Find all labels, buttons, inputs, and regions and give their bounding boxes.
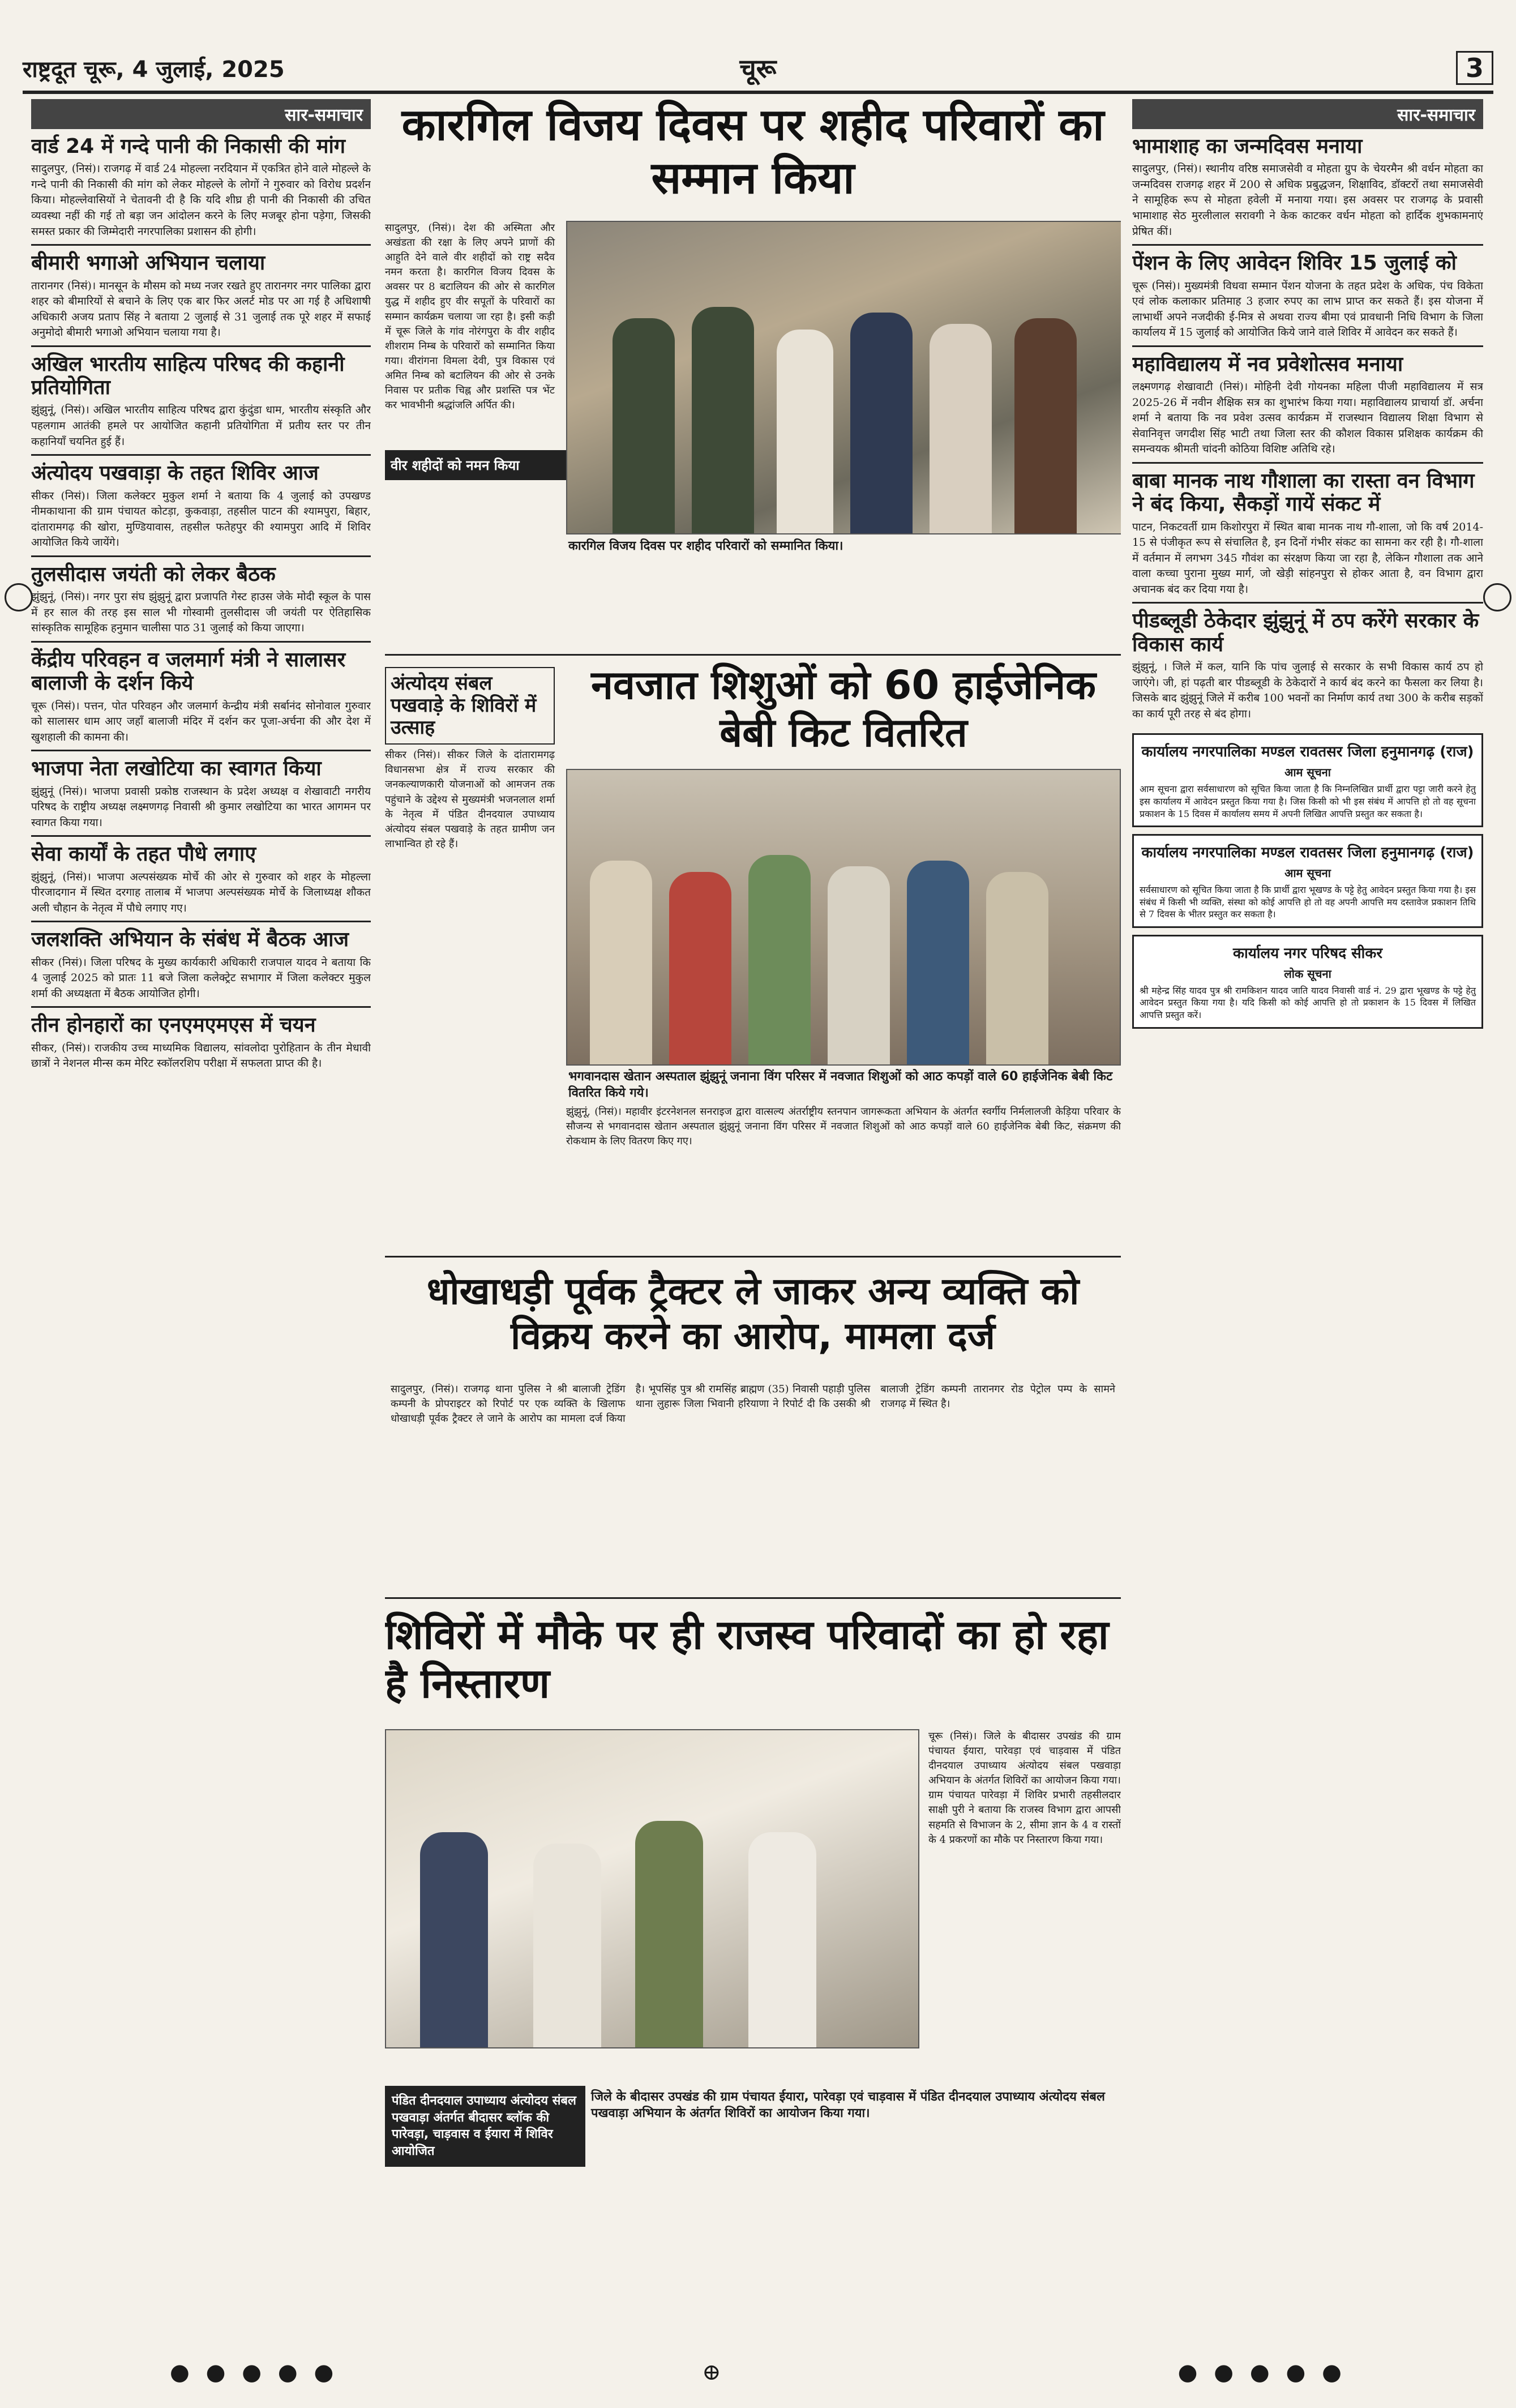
public-notice bbox=[1132, 935, 1483, 1029]
news-body: लक्ष्मणगढ़ शेखावाटी (निसं)। मोहिनी देवी गोयनका महिला पीजी महाविद्यालय में सत्र 2025-26 में नवीन शैक्षिक सत्र का शुभारंभ किया गया। महाविद्यालय प्राचार्या डॉ. अर्चना शर्मा ने बताया कि नव प्रवेश उत्सव कार्यक्रम में राजस्थान विद्यालय शिक्षा विभाग से सेवानिवृत्त जगदीश सिंह भाटी तथा जिला स्तर की कौशल विकास प्रशिक्षक कार्यक्रम की समन्वयक श्रीमती चांदनी कोठिया विशिष्ट अतिथि रहे। bbox=[1132, 380, 1483, 456]
divider bbox=[1132, 462, 1483, 464]
news-headline: पीडब्लूडी ठेकेदार झुंझुनूं में ठप करेंगे सरकार के विकास कार्य bbox=[1132, 609, 1479, 656]
story-block-two bbox=[385, 656, 1121, 1258]
right-news-column bbox=[1132, 99, 1483, 2336]
tractor-story bbox=[385, 1258, 1121, 1599]
news-item bbox=[1132, 353, 1483, 457]
news-item bbox=[31, 353, 371, 450]
page-number: 3 bbox=[1456, 51, 1493, 85]
news-item bbox=[1132, 609, 1483, 722]
news-body: तारानगर (निसं)। मानसून के मौसम को मध्य नजर रखते हुए तारानगर नगर पालिका द्वारा शहर को बीमारियों से बचाने के लिए एक बार फिर अलर्ट मोड पर आ गई है अधिशाषी अधिकारी अजय प्रताप सिंह ने बताया 2 जुलाई से 31 जुलाई तक पूरे शहर में सफाई अनुमोदो बीमारी भगाओ अभियान चलाया गया है। bbox=[31, 279, 371, 339]
news-item bbox=[31, 648, 371, 745]
notice-title: कार्यालय नगरपालिका मण्डल रावतसर जिला हनुमानगढ़ (राज) bbox=[1141, 743, 1474, 761]
divider bbox=[31, 921, 371, 922]
kargil-photo bbox=[566, 221, 1121, 534]
masthead-dateline: राष्ट्रदूत चूरू, 4 जुलाई, 2025 bbox=[23, 56, 285, 83]
news-body: झुंझुनूं, (निसं)। अखिल भारतीय साहित्य परिषद द्वारा कुंदुंडा धाम, भारतीय संस्कृति और पहलगाम आतंकी हमले पर आयोजित कहानी प्रतियोगिता में प्रतीय स्तर पर तीन कहानियाँ चयनित हुई हैं। bbox=[31, 404, 371, 448]
divider bbox=[31, 1006, 371, 1008]
news-headline: भामाशाह का जन्मदिवस मनाया bbox=[1132, 135, 1363, 158]
baby-kit-photo bbox=[566, 769, 1121, 1066]
revenue-caption: जिले के बीदासर उपखंड की ग्राम पंचायत ईयारा, पारेवड़ा एवं चाड़वास में पंडित दीनदयाल उपाध्याय अंत्योदय संबल पखवाड़ा अभियान के अंतर्गत शिविरों का आयोजन किया गया। bbox=[591, 2090, 1105, 2120]
section-tag: सार-समाचार bbox=[31, 99, 371, 129]
news-headline: बाबा मानक नाथ गौशाला का रास्ता वन विभाग ने बंद किया, सैकड़ों गायें संकट में bbox=[1132, 469, 1475, 516]
news-item bbox=[31, 928, 371, 1002]
notice-title: कार्यालय नगर परिषद सीकर bbox=[1233, 944, 1382, 962]
news-body: झुंझुनूं, (निसं)। भाजपा अल्पसंख्यक मोर्चे की ओर से गुरुवार को शहर के मोहल्ला पीरजादगान में स्थित दरगाह तालाब में भाजपा अल्पसंख्यक मोर्चे के जिलाध्यक्ष शौकत अली चौहान के नेतृत्व में पौधे लगाए गए। bbox=[31, 870, 371, 914]
notice-subtitle: लोक सूचना bbox=[1284, 966, 1331, 981]
news-item bbox=[1132, 251, 1483, 341]
antyodaya-story bbox=[385, 661, 555, 856]
revenue-photo bbox=[385, 1729, 919, 2048]
notice-title: कार्यालय नगरपालिका मण्डल रावतसर जिला हनुमानगढ़ (राज) bbox=[1141, 844, 1474, 862]
news-headline: वार्ड 24 में गन्दे पानी की निकासी की मांग bbox=[31, 135, 346, 158]
news-body: चूरू (निसं)। मुख्यमंत्री विधवा सम्मान पेंशन योजना के तहत प्रदेश के अधिक, पंच विकेता एवं लोक कलाकार प्रतिमाह 3 हजार रुपए का लाभ प्राप्त कर सकते हैं। इस योजना में लाभार्थी अपने नजदीकी ई-मित्र से अथवा राज्य बीमा एवं प्रावधानी निधि विभाग के जिला कार्यालय में 15 जुलाई को आयोजित किये जाने वाले शिविर में आवेदन कर सकते हैं। bbox=[1132, 279, 1483, 339]
news-item bbox=[1132, 469, 1483, 598]
lead-story bbox=[385, 99, 1121, 656]
news-item bbox=[1132, 135, 1483, 239]
divider bbox=[31, 641, 371, 643]
lead-photo-caption: कारगिल विजय दिवस पर शहीद परिवारों को सम्मानित किया। bbox=[568, 539, 843, 553]
divider bbox=[31, 750, 371, 751]
news-headline: अखिल भारतीय साहित्य परिषद की कहानी प्रतियोगिता bbox=[31, 352, 345, 400]
news-headline: सेवा कार्यों के तहत पौधे लगाए bbox=[31, 842, 256, 866]
news-item bbox=[31, 1013, 371, 1071]
news-headline: तीन होनहारों का एनएमएमएस में चयन bbox=[31, 1013, 316, 1037]
lead-headline: कारगिल विजय दिवस पर शहीद परिवारों का सम्मान किया bbox=[401, 100, 1104, 204]
tractor-headline: धोखाधड़ी पूर्वक ट्रैक्टर ले जाकर अन्य व्यक्ति को विक्रय करने का आरोप, मामला दर्ज bbox=[426, 1269, 1080, 1358]
notice-subtitle: आम सूचना bbox=[1284, 765, 1331, 780]
news-headline: भाजपा नेता लखोटिया का स्वागत किया bbox=[31, 757, 322, 781]
divider bbox=[31, 454, 371, 456]
news-headline: महाविद्यालय में नव प्रवेशोत्सव मनाया bbox=[1132, 352, 1403, 376]
revenue-body: चूरू (निसं)। जिले के बीदासर उपखंड की ग्राम पंचायत ईयारा, पारेवड़ा एवं चाड़वास में पंडित दीनदयाल उपाध्याय अंत्योदय संबल पखवाड़ा अभियान के अंतर्गत शिविरों का आयोजन किया गया। ग्राम पंचायत पारेवड़ा में शिविर प्रभारी तहसीलदार साक्षी पुरी ने बताया कि राजस्व विभाग द्वारा आपसी सहमति से विभाजन के 2, सीमा ज्ञान के 4 व रास्तों के 4 प्रकरणों का मौके पर निस्तारण किया गया। bbox=[928, 1730, 1121, 1846]
notices-section bbox=[1132, 733, 1483, 1028]
baby-kit-headline: नवजात शिशुओं को 60 हाईजेनिक बेबी किट वितरित bbox=[591, 662, 1096, 756]
baby-kit-caption: भगवानदास खेतान अस्पताल झुंझुनूं जनाना विंग परिसर में नवजात शिशुओं को आठ कपड़ों वाले 60 हाईजेनिक बेबी किट वितरित किये गये। bbox=[568, 1070, 1113, 1100]
lead-highlight-box: वीर शहीदों को नमन किया bbox=[385, 450, 566, 480]
public-notice bbox=[1132, 733, 1483, 827]
news-headline: तुलसीदास जयंती को लेकर बैठक bbox=[31, 562, 276, 586]
revenue-story bbox=[385, 1599, 1121, 2324]
divider bbox=[31, 244, 371, 246]
news-body: सीकर, (निसं)। राजकीय उच्च माध्यमिक विद्यालय, सांवलोदा पुरोहितान के तीन मेधावी छात्रों ने नेशनल मीन्स कम मेरिट स्कॉलरशिप परीक्षा में सफलता प्राप्त की है। bbox=[31, 1041, 371, 1070]
left-news-column bbox=[31, 99, 371, 2336]
revenue-headline: शिविरों में मौके पर ही राजस्व परिवादों का हो रहा है निस्तारण bbox=[385, 1611, 1109, 1708]
divider bbox=[1132, 345, 1483, 347]
news-headline: पेंशन के लिए आवेदन शिविर 15 जुलाई को bbox=[1132, 251, 1457, 275]
divider bbox=[31, 835, 371, 837]
news-headline: केंद्रीय परिवहन व जलमार्ग मंत्री ने सालासर बालाजी के दर्शन किये bbox=[31, 648, 346, 695]
notice-body: सर्वसाधारण को सूचित किया जाता है कि प्रार्थी द्वारा भूखण्ड के पट्टे हेतु आवेदन प्रस्तुत किया गया है। इस संबंध में किसी भी व्यक्ति, संस्था को कोई आपत्ति हो तो वह अपनी आपत्ति मय दस्तावेज प्रकाशन तिथि से 7 दिवस के भीतर प्रस्तुत कर सकता है। bbox=[1140, 884, 1476, 920]
divider bbox=[1132, 602, 1483, 604]
divider bbox=[1132, 244, 1483, 246]
baby-kit-body: झुंझुनूं, (निसं)। महावीर इंटरनेशनल सनराइज द्वारा वात्सल्य अंतर्राष्ट्रीय स्तनपान जागरूकता अभियान के अंतर्गत स्वर्गीय निर्मलालजी केड़िया परिवार के सौजन्य से भगवानदास खेतान अस्पताल झुंझुनूं जनाना विंग परिसर में नवजात शिशुओं को आठ कपड़ों वाले 60 हाईजेनिक बेबी किट, संक्रमण की रोकथाम के लिए वितरण किए गए। bbox=[566, 1106, 1121, 1148]
registration-dots-icon: ⊕ bbox=[702, 2359, 726, 2385]
news-body: झुंझुनूं (निसं)। भाजपा प्रवासी प्रकोष्ठ राजस्थान के प्रदेश अध्यक्ष व शेखावाटी नगरीय परिषद के राष्ट्रीय अध्यक्ष लक्ष्मणगढ़ निवासी श्री कुमार लखोटिया का भारत आगमन पर स्वागत किया गया। bbox=[31, 785, 371, 829]
registration-mark-icon bbox=[1483, 583, 1511, 611]
news-body: सादुलपुर, (निसं)। स्थानीय वरिष्ठ समाजसेवी व मोहता ग्रुप के चेयरमैन श्री वर्धन मोहता का जन्मदिवस राजगढ़ शहर में 200 से अधिक प्रबुद्धजन, शिक्षाविद, डॉक्टरों तथा समाजसेवी ने सामूहिक रूप से मोहता हवेली में मनाया गया। इस अवसर पर राजगढ़ के प्रवासी भामाशाह सेठ मुरलीलाल सरावगी ने केक काटकर वर्धन मोहता को हार्दिक शुभकामनाएं प्रेषित कीं। bbox=[1132, 162, 1483, 238]
news-body: सादुलपुर, (निसं)। राजगढ़ में वार्ड 24 मोहल्ला नरदियान में एकत्रित होने वाले मोहल्ले के गन्दे पानी की निकासी की मांग को लेकर मोहल्ले के लोगों ने गुरुवार को विरोध प्रदर्शन किया। मोहल्लेवासियों ने चेतावनी दी है कि यदि शीघ्र ही पानी की निकासी की उचित व्यवस्था नहीं की गई तो बड़ा जन आंदोलन करने के लिए मजबूर होना पड़ेगा, जिसकी समस्त प्रकार की जिम्मेदारी नगरपालिका प्रशासन की होगी। bbox=[31, 162, 371, 238]
news-body: झुंझुनूं, (निसं)। नगर पुरा संघ झुंझुनूं द्वारा प्रजापति गेस्ट हाउस जेके मोदी स्कूल के पास में हर साल की तरह इस साल भी गोस्वामी तुलसीदास जी जयंती पर ऐतिहासिक सांस्कृतिक सामूहिक हनुमान चालीसा पाठ 31 जुलाई को किया जाएगा। bbox=[31, 591, 371, 635]
masthead bbox=[23, 45, 1493, 94]
news-body: पाटन, निकटवर्ती ग्राम किशोरपुरा में स्थित बाबा मानक नाथ गौ-शाला, जो कि वर्ष 2014-15 से पंजीकृत रूप से संचालित है, इन दिनों गंभीर संकट का सामना कर रही है। गौ-शाला में वर्तमान में लगभग 345 गौवंश का संरक्षण किया जा रहा है, लेकिन गौशाला तक आने वाला कच्चा पुराना मुख्य मार्ग, जो खेड़ी सांहनपुरा से होकर आता है, वन विभाग द्वारा अचानक बंद कर दिया गया है। bbox=[1132, 520, 1483, 596]
antyodaya-body: सीकर (निसं)। सीकर जिले के दांतारामगढ़ विधानसभा क्षेत्र में राज्य सरकार की जनकल्याणकारी योजनाओं को आमजन तक पहुंचाने के उद्देश्य से मुख्यमंत्री भजनलाल शर्मा के नेतृत्व में पंडित दीनदयाल उपाध्याय अंत्योदय संबल पखवाड़े के तहत ग्रामीण जन लाभान्वित हो रहे हैं। bbox=[385, 749, 555, 850]
notice-subtitle: आम सूचना bbox=[1284, 866, 1331, 880]
notice-body: आम सूचना द्वारा सर्वसाधारण को सूचित किया जाता है कि निम्नलिखित प्रार्थी द्वारा पट्टा जारी करने हेतु इस कार्यालय में आवेदन प्रस्तुत किया गया है। जिस किसी को भी इस संबंध में आपत्ति हो तो वह सूचना प्रकाशन के 15 दिवस में कार्यालय समय में अपनी लिखित आपत्ति प्रस्तुत कर सकता है। bbox=[1140, 784, 1476, 819]
revenue-photo-area bbox=[385, 1729, 1121, 2080]
news-item bbox=[31, 563, 371, 636]
news-body: सीकर (निसं)। जिला कलेक्टर मुकुल शर्मा ने बताया कि 4 जुलाई को उपखण्ड नीमकाथाना की ग्राम पंचायत कोटड़ा, कुकवाड़ा, तहसील पाटन की श्यामपुरा, बिहार, दांतारामगढ़ की खोरा, मुण्डियावास, तहसील फतेहपुर की श्यामपुरा आदि में शिविर आयोजित किये जायेंगे। bbox=[31, 489, 371, 549]
notice-body: श्री महेन्द्र सिंह यादव पुत्र श्री रामकिशन यादव जाति यादव निवासी वार्ड नं. 29 द्वारा भूखण्ड के पट्टे हेतु आवेदन प्रस्तुत किया गया है। यदि किसी को कोई आपत्ति हो तो प्रकाशन के 15 दिवस में लिखित आपत्ति प्रस्तुत करें। bbox=[1140, 985, 1476, 1021]
news-body: झुंझुनूं, । जिले में कल, यानि कि पांच जुलाई से सरकार के सभी विकास कार्य ठप हो जाएंगे। जी, हां पढ़ती बार पीडब्लूडी के ठेकेदारों ने कार्य बंद करने का फैसला कर लिया है। जिसके बाद झुंझुनूं जिले में करीब 100 भवनों का निर्माण कार्य तथा 300 के करीब सड़कों का कार्य पूरी तरह से बंद होगा। bbox=[1132, 661, 1483, 720]
color-dots-right-icon: ● ● ● ● ● bbox=[1177, 2359, 1346, 2385]
antyodaya-headline: अंत्योदय संबल पखवाड़े के शिविरों में उत्साह bbox=[385, 667, 555, 745]
registration-mark-icon bbox=[5, 583, 33, 611]
color-dots-left-icon: ● ● ● ● ● bbox=[170, 2359, 339, 2385]
divider bbox=[31, 555, 371, 557]
news-item bbox=[31, 461, 371, 551]
news-body: चूरू (निसं)। पत्तन, पोत परिवहन और जलमार्ग केन्द्रीय मंत्री सर्बानंद सोनोवाल गुरुवार को सालासर धाम आए जहाँ बालाजी मंदिर में दर्शन कर पूजा-अर्चना की और देश में खुशहाली की कामना की। bbox=[31, 699, 371, 743]
news-headline: बीमारी भगाओ अभियान चलाया bbox=[31, 251, 265, 275]
news-headline: जलशक्ति अभियान के संबंध में बैठक आज bbox=[31, 928, 349, 952]
revenue-highlight-box: पंडित दीनदयाल उपाध्याय अंत्योदय संबल पखवाड़ा अंतर्गत बीदासर ब्लॉक की पारेवड़ा, चाड़वास व ईयारा में शिविर आयोजित bbox=[385, 2086, 585, 2167]
tractor-body: सादुलपुर, (निसं)। राजगढ़ थाना पुलिस ने श्री बालाजी ट्रेडिंग कम्पनी के प्रोपराइटर को रिपोर्ट पर एक व्यक्ति के खिलाफ धोखाधड़ी पूर्वक ट्रैक्टर ले जाने के आरोप का मामला दर्ज किया है। भूपसिंह पुत्र श्री रामसिंह ब्राह्मण (35) निवासी पहाड़ी पुलिस थाना लुहारू जिला भिवानी हरियाणा ने रिपोर्ट दी कि उसकी श्री बालाजी ट्रेडिंग कम्पनी तारानगर रोड पेट्रोल पम्प के सामने राजगढ़ में स्थित है। bbox=[391, 1383, 1115, 1425]
lead-body: सादुलपुर, (निसं)। देश की अस्मिता और अखंडता की रक्षा के लिए अपने प्राणों की आहुति देने वाले वीर शहीदों को राष्ट्र सदैव नमन करता है। कारगिल विजय दिवस के अवसर पर 8 बटालियन की ओर से कारगिल युद्ध में शहीद हुए वीर सपूतों के परिवारों का सम्मान कार्यक्रम चलाया जा रहा है। इसी कड़ी में चूरू जिले के गांव नोरंगपुरा के वीर शहीद शीशराम निम्ब के परिवारों को सम्मानित किया गया। वीरांगना विमला देवी, पुत्र विकास एवं अमित निम्ब को बटालियन की ओर से उनके निवास पर प्रतीक चिह्न और प्रशस्ति पत्र भेंट कर भावभीनी श्रद्धांजलि अर्पित की। bbox=[385, 222, 555, 412]
news-item bbox=[31, 251, 371, 341]
news-body: सीकर (निसं)। जिला परिषद के मुख्य कार्यकारी अधिकारी राजपाल यादव ने बताया कि 4 जुलाई 2025 को प्रातः 11 बजे जिला कलेक्ट्रेट सभागार में जिला कलेक्टर मुकुल शर्मा की अध्यक्षता में बैठक आयोजित होगी। bbox=[31, 956, 371, 1000]
news-headline: अंत्योदय पखवाड़ा के तहत शिविर आज bbox=[31, 461, 319, 485]
news-item bbox=[31, 842, 371, 916]
news-item bbox=[31, 135, 371, 239]
masthead-edition: चूरू bbox=[739, 53, 777, 84]
baby-kit-story bbox=[566, 661, 1121, 1153]
news-item bbox=[31, 757, 371, 831]
divider bbox=[31, 345, 371, 347]
main-news-column bbox=[385, 99, 1121, 2336]
public-notice bbox=[1132, 834, 1483, 928]
section-tag: सार-समाचार bbox=[1132, 99, 1483, 129]
